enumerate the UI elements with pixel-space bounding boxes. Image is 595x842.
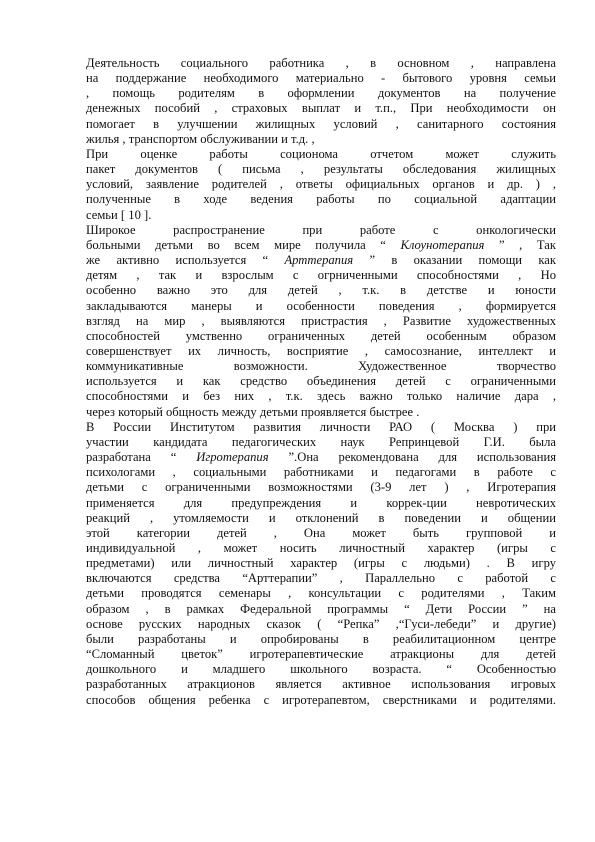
text-line: пакет документов ( письма , результаты обследования жилищных — [86, 162, 556, 177]
text-line: денежных пособий , страховых выплат и т.п., При необходимости он — [86, 101, 556, 116]
text-line: Широкое распространение при работе с онкологически — [86, 222, 556, 237]
text-line: детьми проводятся семенары , консультации с родителями , Таким — [86, 586, 556, 601]
text-line: этой категории детей , Она может быть групповой и — [86, 525, 556, 540]
text-line: , помощь родителям в оформлении документов на получение — [86, 86, 556, 101]
text-line: Деятельность социального работника , в основном , направлена — [86, 56, 556, 70]
text-line: были разработаны и опробированы в реабилитационном центре — [86, 631, 556, 646]
text-line: предметами) или личностный характер (игры с людьми) . В игру — [86, 556, 556, 571]
text-line: закладываются манеры и особенности поведения , формируется — [86, 298, 556, 313]
paragraph-social-worker — [86, 56, 556, 147]
text-line: реакций , утомляемости и отклонений в поведении и общении — [86, 510, 556, 525]
paragraph-game-therapy — [86, 420, 556, 708]
text-line: особенно важно это для детей , т.к. в детстве и юности — [86, 283, 556, 298]
text-line: “Сломанный цветок” игротерапевтические атракционы для детей — [86, 647, 556, 662]
paragraph-evaluation — [86, 147, 556, 223]
text-line: индивидуальной , может носить личностный характер (игры с — [86, 541, 556, 555]
text-line: совершенствует их личность, восприятие , самосознание, интеллект и — [86, 343, 556, 358]
text-line: детьми с ограниченными возможностями (3-9 лет ) , Игротерапия — [86, 480, 556, 495]
text-line: взгляд на мир , выявляются пристрастия , Развитие художественных — [86, 313, 556, 328]
text-line: же активно используется “ Арттерапия ” в оказании помощи как — [86, 253, 556, 268]
text-line: способностей умственно ограниченных детей особенным образом — [86, 328, 556, 343]
text-line: жилья , транспортом обслуживании и т.д. , — [86, 131, 315, 146]
text-line: В России Институтом развития личности РАО ( Москва ) при — [86, 419, 556, 434]
text-line: дошкольного и младшего школьного возраста. “ Особенностью — [86, 662, 556, 677]
text-line: условий, заявление родителей , ответы официальных органов и др. ) , — [86, 177, 556, 192]
text-line: коммуникативные возможности. Художественное творчество — [86, 359, 556, 374]
text-line: используется и как средство объединения детей с ограниченными — [86, 374, 556, 389]
text-line: семьи [ 10 ]. — [86, 207, 152, 222]
text-line: включаются средства “Арттерапии” , Параллельно с работой с — [86, 571, 556, 586]
text-line: способностями и без них , т.к. здесь важно только наличие дара , — [86, 389, 556, 404]
text-line: больными детьми во всем мире получила “ Клоунотерапия ” , Так — [86, 237, 556, 252]
text-line: разработана “ Игротерапия ”.Она рекомендована для использования — [86, 450, 556, 465]
document-page — [86, 56, 556, 708]
paragraph-clown-therapy — [86, 223, 556, 420]
text-line: участии кандидата педагогических наук Репринцевой Г.И. была — [86, 434, 556, 449]
text-line: на поддержание необходимого материально - бытового уровня семьи — [86, 71, 556, 86]
text-line: детям , так и взрослым с огрниченными способностями , Но — [86, 268, 556, 283]
text-line: применяется для предупреждения и коррек-ции невротических — [86, 495, 556, 510]
text-line: помогает в улучшении жилищных условий , санитарного состояния — [86, 116, 556, 131]
text-line: основе русских народных сказок ( “Репка” ,“Гуси-лебеди” и другие) — [86, 616, 556, 631]
text-line: разработанных атракционов является активное использования игровых — [86, 677, 556, 692]
text-line: образом , в рамках Федеральной программы “ Дети России ” на — [86, 601, 556, 616]
text-line: При оценке работы соционома отчетом может служить — [86, 146, 556, 161]
text-line: полученные в ходе ведения работы по социальной адаптации — [86, 192, 556, 207]
text-line: через который общность между детьми проявляется быстрее . — [86, 404, 420, 419]
text-line: способов общения ребенка с игротерапевтом, сверстниками и родителями. — [86, 692, 556, 707]
text-line: психологами , социальными работниками и педагогами в работе с — [86, 465, 556, 480]
